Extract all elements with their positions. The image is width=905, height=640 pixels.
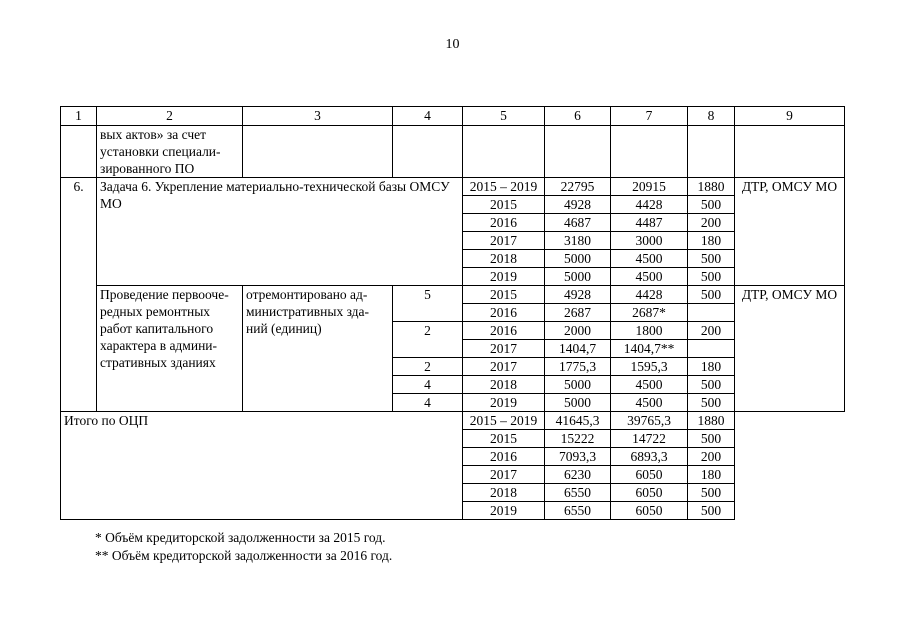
continuation-row — [61, 126, 845, 178]
table-row: 6. Задача 6. Укрепление материально-технической базы ОМСУ МО 2015 – 2019 22795 20915 1880 ДТР, ОМСУ МО — [61, 178, 845, 196]
total-label: Итого по ОЦП — [61, 412, 463, 520]
header-cell: 6 — [545, 107, 611, 126]
header-row — [61, 107, 845, 126]
table-row: 4 2018 5000 4500 500 — [61, 376, 845, 394]
total-row: 2018 6550 6050 500 — [61, 484, 845, 502]
total-row: 2015 15222 14722 500 — [61, 430, 845, 448]
page-number: 10 — [445, 37, 460, 52]
executor-cell: ДТР, ОМСУ МО — [735, 178, 845, 286]
year-cell: 2015 – 2019 — [463, 178, 545, 196]
total-row: Итого по ОЦП 2015 – 2019 41645,3 39765,3 1880 — [61, 412, 845, 430]
footnotes — [95, 529, 392, 565]
table-row: 2016 4687 4487 200 — [61, 214, 845, 232]
header-cell: 9 — [735, 107, 845, 126]
header-cell: 8 — [688, 107, 735, 126]
table-row: 2015 4928 4428 500 — [61, 196, 845, 214]
table-row: 2 2016 2000 1800 200 — [61, 322, 845, 340]
table-row: Проведение первооче-редных ремонтных работ капитального характера в админи-стративных зданиях отремонтировано ад-министративных зда-ний (единиц) 5 2015 4928 4428 500 ДТР, ОМСУ МО — [61, 286, 845, 304]
footnote: * Объём кредиторской задолженности за 2015 год. — [95, 530, 386, 545]
table-row: 2018 5000 4500 500 — [61, 250, 845, 268]
table-row: 2 2017 1775,3 1595,3 180 — [61, 358, 845, 376]
task-number: 6. — [61, 178, 97, 412]
table-row: 2017 1404,7 1404,7** — [61, 340, 845, 358]
program-table — [60, 106, 845, 520]
task-title: Задача 6. Укрепление материально-технической базы ОМСУ МО — [97, 178, 463, 286]
table-row: 2016 2687 2687* — [61, 304, 845, 322]
continuation-text: вых актов» за счет установки специали-зированного ПО — [97, 126, 243, 178]
total-row: 2017 6230 6050 180 — [61, 466, 845, 484]
header-cell: 2 — [97, 107, 243, 126]
footnote: ** Объём кредиторской задолженности за 2016 год. — [95, 548, 393, 563]
header-cell: 3 — [243, 107, 393, 126]
table-row: 4 2019 5000 4500 500 — [61, 394, 845, 412]
indicator-name: отремонтировано ад-министративных зда-ний (единиц) — [243, 286, 393, 412]
total-row: 2019 6550 6050 500 — [61, 502, 845, 520]
header-cell: 5 — [463, 107, 545, 126]
executor-cell: ДТР, ОМСУ МО — [735, 286, 845, 412]
activity-name: Проведение первооче-редных ремонтных работ капитального характера в админи-стративных зданиях — [97, 286, 243, 412]
header-cell: 7 — [611, 107, 688, 126]
total-row: 2016 7093,3 6893,3 200 — [61, 448, 845, 466]
header-cell: 4 — [393, 107, 463, 126]
header-cell: 1 — [61, 107, 97, 126]
table-row: 2017 3180 3000 180 — [61, 232, 845, 250]
table-row: 2019 5000 4500 500 — [61, 268, 845, 286]
